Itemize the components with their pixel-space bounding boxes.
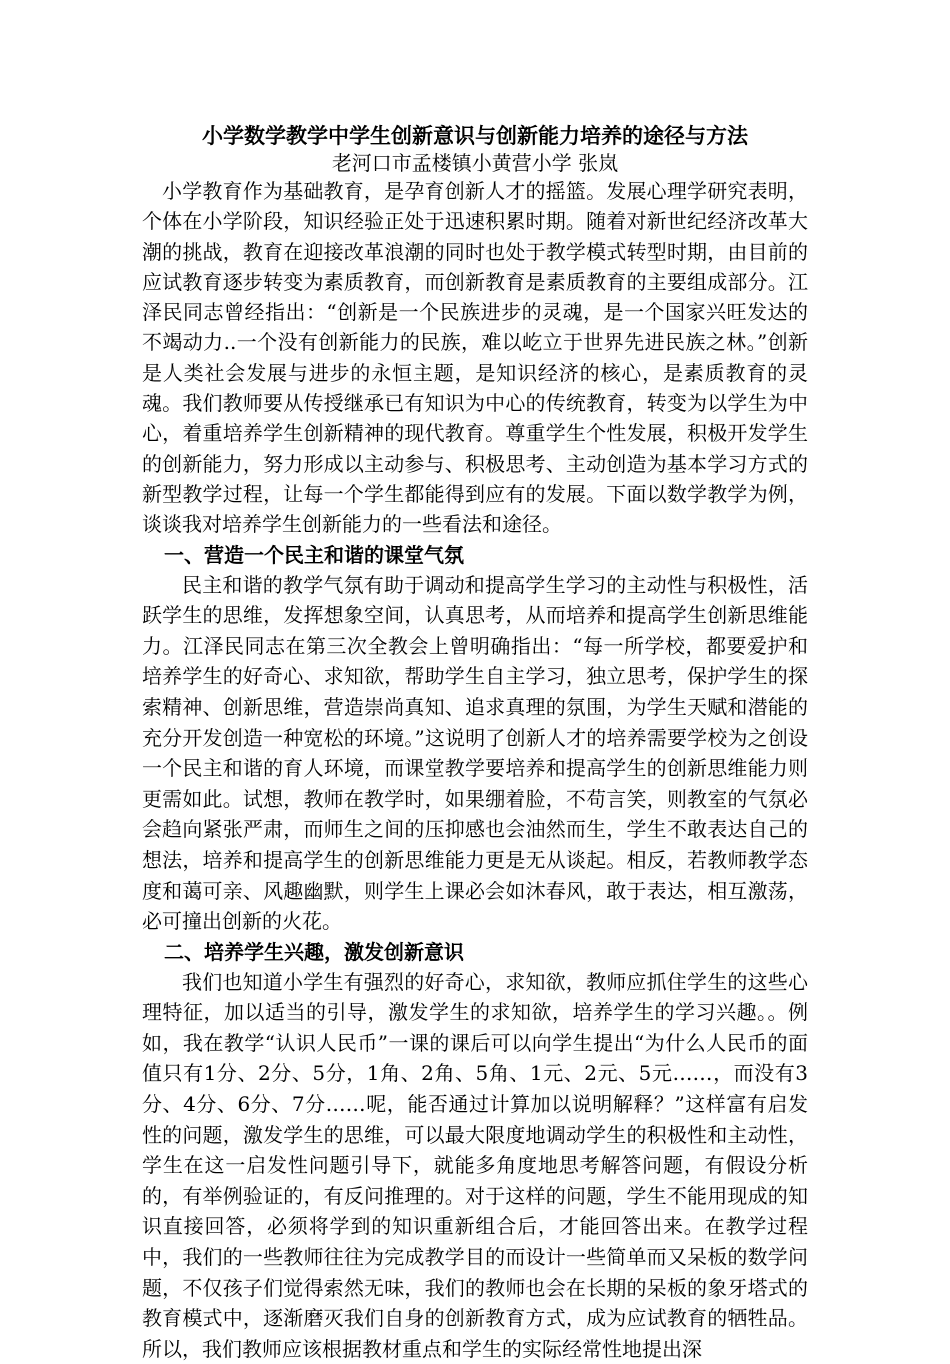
section-paragraph: 民主和谐的教学气氛有助于调动和提高学生学习的主动性与积极性，活跃学生的思维，发挥想象空间，认真思考，从而培养和提高学生创新思维能力。江泽民同志在第三次全教会上曾明确指出：“每一所学校，都要爱护和培养学生的好奇心、求知欲，帮助学生自主学习，独立思考，保护学生的探索精神、创新思维，营造崇尚真知、追求真理的氛围，为学生天赋和潜能的充分开发创造一种宽松的环境。”这说明了创新人才的培养需要学校为之创设一个民主和谐的育人环境，而课堂教学要培养和提高学生的创新思维能力则更需如此。试想，教师在教学时，如果绷着脸，不苟言笑，则教室的气氛必会趋向紧张严肃，而师生之间的压抑感也会油然而生，学生不敢表达自己的想法，培养和提高学生的创新思维能力更是无从谈起。相反，若教师教学态度和蔼可亲、风趣幽默，则学生上课必会如沐春风，敢于表达，相互激荡，必可撞出创新的火花。	[142, 572, 808, 934]
document-page	[142, 122, 808, 1364]
author-byline: 老河口市孟楼镇小黄营小学 张岚	[331, 151, 619, 175]
section-paragraph: 我们也知道小学生有强烈的好奇心，求知欲，教师应抓住学生的这些心理特征，加以适当的引导，激发学生的求知欲，培养学生的学习兴趣。。例如，我在教学“认识人民币”一课的课后可以向学生提出“为什么人民币的面值只有1分、2分、5分，1角、2角、5角、1元、2元、5元……，而没有3分、4分、6分、7分……呢，能否通过计算加以说明解释？”这样富有启发性的问题，激发学生的思维，可以最大限度地调动学生的积极性和主动性，学生在这一启发性问题引导下，就能多角度地思考解答问题，有假设分析的，有举例验证的，有反问推理的。对于这样的问题，学生不能用现成的知识直接回答，必须将学到的知识重新组合后，才能回答出来。在教学过程中，我们的一些教师往往为完成教学目的而设计一些简单而又呆板的数学问题，不仅孩子们觉得索然无味，我们的教师也会在长期的呆板的象牙塔式的教育模式中，逐渐磨灭我们自身的创新教育方式，成为应试教育的牺牲品。所以，我们教师应该根据教材重点和学生的实际经常性地提出深	[142, 969, 808, 1361]
intro-paragraph: 小学教育作为基础教育，是孕育创新人才的摇篮。发展心理学研究表明，个体在小学阶段，知识经验正处于迅速积累时期。随着对新世纪经济改革大潮的挑战，教育在迎接改革浪潮的同时也处于教学模式转型时期，由目前的应试教育逐步转变为素质教育，而创新教育是素质教育的主要组成部分。江泽民同志曾经指出：“创新是一个民族进步的灵魂，是一个国家兴旺发达的不竭动力..一个没有创新能力的民族，难以屹立于世界先进民族之林。”创新是人类社会发展与进步的永恒主题，是知识经济的核心，是素质教育的灵魂。我们教师要从传授继承已有知识为中心的传统教育，转变为以学生为中心，着重培养学生创新精神的现代教育。尊重学生个性发展，积极开发学生的创新能力，努力形成以主动参与、积极思考、主动创造为基本学习方式的新型教学过程，让每一个学生都能得到应有的发展。下面以数学教学为例，谈谈我对培养学生创新能力的一些看法和途径。	[142, 179, 808, 537]
section-heading: 二、培养学生兴趣，激发创新意识	[164, 939, 464, 964]
section-heading: 一、营造一个民主和谐的课堂气氛	[164, 542, 464, 567]
document-title: 小学数学教学中学生创新意识与创新能力培养的途径与方法	[202, 123, 748, 148]
